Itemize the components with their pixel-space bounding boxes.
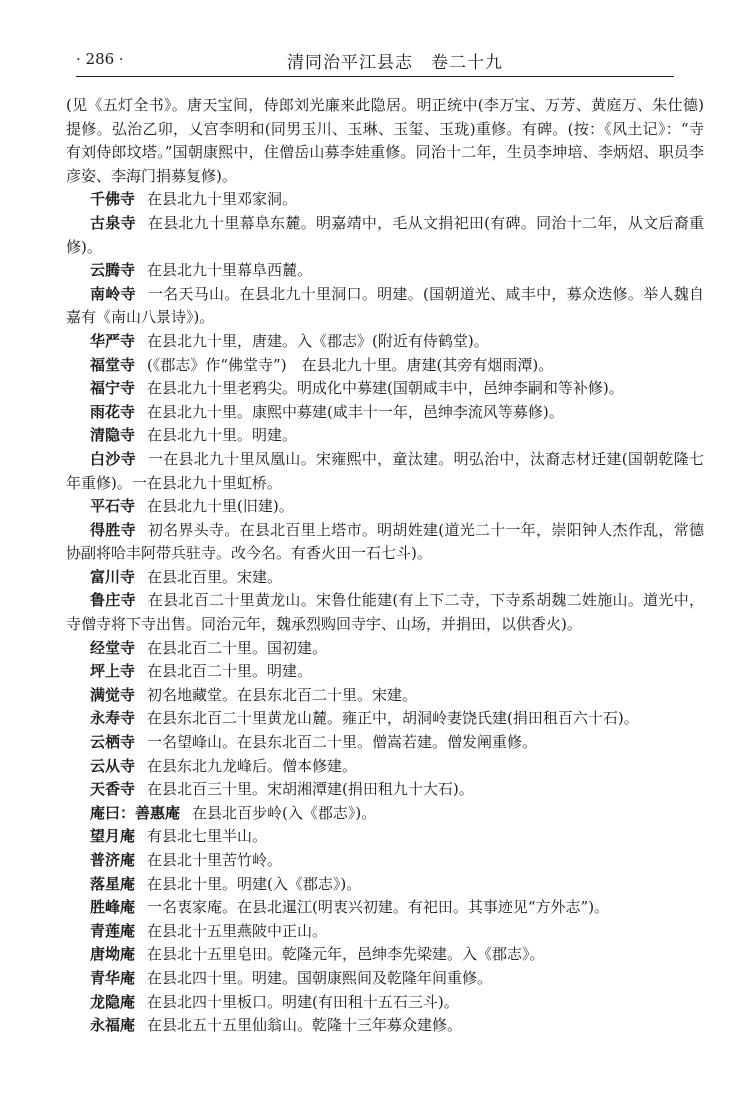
- temple-description: 在县东北九龙峰后。僧本修建。: [147, 756, 358, 775]
- temple-name: 庵曰：善惠庵: [90, 803, 181, 822]
- header-rule: [76, 76, 674, 77]
- temple-description: 在县北百二十里黄龙山。宋鲁仕能建(有上下二寺，下寺系胡魏二姓施山。道光中，寺僧寺将下寺出售。同治元年，魏承烈购回寺宇、山场，并捐田，以供香火)。: [66, 591, 704, 634]
- temple-description: 在县北九十里。明建。: [147, 426, 298, 445]
- temple-description: 在县北九十里。康熙中募建(咸丰十一年，邑绅李流风等募修)。: [147, 402, 564, 421]
- temple-description: 在县北九十里邓家洞。: [147, 190, 298, 209]
- temple-name: 落星庵: [90, 874, 136, 893]
- temple-entry: [66, 967, 704, 991]
- temple-entry: [66, 896, 704, 920]
- temple-name: 富川寺: [90, 567, 136, 586]
- temple-name: 云栖寺: [90, 733, 136, 752]
- temple-description: 在县北四十里板口。明建(有田租十五石三斗)。: [147, 992, 459, 1011]
- temple-entry: [66, 660, 704, 684]
- temple-entry: [66, 589, 704, 636]
- page-header: [76, 44, 674, 76]
- temple-description: 初名地藏堂。在县东北百二十里。宋建。: [147, 685, 418, 704]
- page-number: · 286 ·: [76, 50, 124, 68]
- temple-description: 在县北九十里幕阜东麓。明嘉靖中，毛从文捐祀田(有碑。同治十二年，从文后裔重修)。: [66, 213, 704, 256]
- temple-entry: [66, 212, 704, 259]
- temple-name: 坪上寺: [90, 662, 136, 681]
- temple-name: 唐坳庵: [90, 945, 136, 964]
- temple-entry: [66, 637, 704, 661]
- temple-description: 在县北百二十里。国初建。: [147, 638, 328, 657]
- temple-entry: [66, 920, 704, 944]
- temple-entry: [66, 943, 704, 967]
- temple-entry: [66, 731, 704, 755]
- temple-entry: [66, 707, 704, 731]
- temple-description: 在县东北百二十里黄龙山麓。雍正中，胡洞岭妻饶氏建(捐田租百六十石)。: [147, 709, 639, 728]
- temple-description: 在县北十里苦竹岭。: [147, 851, 283, 869]
- temple-entry: [66, 188, 704, 212]
- temple-description: 在县北五十五里仙翁山。乾隆十三年募众建修。: [147, 1016, 463, 1035]
- temple-name: 永寿寺: [90, 709, 136, 728]
- temple-entry: [66, 684, 704, 708]
- temple-list: [66, 188, 704, 1037]
- temple-name: 青莲庵: [90, 921, 136, 940]
- temple-description: 在县北百二十里。明建。: [147, 662, 313, 681]
- temple-entry: [66, 377, 704, 401]
- temple-name: 永福庵: [90, 1016, 136, 1035]
- temple-description: 在县北百三十里。宋胡湘潭建(捐田租九十大石)。: [147, 780, 474, 799]
- temple-description: 在县北十五里燕陂中正山。: [147, 921, 328, 940]
- temple-entry: [66, 424, 704, 448]
- temple-name: 满觉寺: [90, 685, 136, 704]
- temple-name: 古泉寺: [90, 213, 136, 232]
- temple-entry: [66, 283, 704, 330]
- temple-name: 青华庵: [90, 968, 136, 987]
- temple-entry: [66, 566, 704, 590]
- temple-description: 在县北九十里(旧建)。: [147, 497, 294, 516]
- temple-name: 华严寺: [90, 331, 136, 350]
- temple-description: 一名天马山。在县北九十里洞口。明建。(国朝道光、咸丰中，募众迭修。举人魏自嘉有《南山八景诗》)。: [66, 284, 704, 327]
- temple-name: 鲁庄寺: [90, 591, 136, 610]
- temple-entry: [66, 802, 704, 826]
- running-title: 清同治平江县志 卷二十九: [287, 53, 503, 73]
- temple-name: 清隐寺: [90, 426, 136, 445]
- temple-name: 福堂寺: [90, 355, 136, 374]
- body-text: [66, 94, 704, 1038]
- temple-name: 得胜寺: [90, 520, 136, 539]
- temple-entry: [66, 778, 704, 802]
- temple-name: 龙隐庵: [90, 992, 136, 1011]
- temple-description: 一在县北九十里凤凰山。宋雍熙中，童汰建。明弘治中，汰裔志材迁建(国朝乾隆七年重修)。一在县北九十里虹桥。: [66, 449, 704, 492]
- temple-entry: [66, 330, 704, 354]
- temple-name: 普济庵: [90, 851, 136, 869]
- temple-description: 在县北九十里，唐建。入《郡志》(附近有侍鹤堂)。: [147, 331, 489, 350]
- temple-entry: [66, 873, 704, 897]
- temple-description: 在县北百里。宋建。: [147, 567, 283, 586]
- temple-name: 平石寺: [90, 497, 136, 516]
- temple-name: 千佛寺: [90, 190, 136, 209]
- temple-description: 一名望峰山。在县东北百二十里。僧嵩若建。僧发阐重修。: [147, 733, 538, 752]
- temple-entry: [66, 495, 704, 519]
- temple-entry: [66, 259, 704, 283]
- temple-name: 天香寺: [90, 780, 136, 799]
- temple-name: 胜峰庵: [90, 898, 136, 917]
- intro-paragraph: (见《五灯全书》。唐天宝间，侍郎刘光廉来此隐居。明正统中(李万宝、万芳、黄庭万、朱仕德)提修。弘治乙卯，乂宫李明和(同男玉川、玉琳、玉玺、玉珑)重修。有碑。(按：《风土记》：“寺有刘侍郎坟塔。”国朝康熙中，住僧岳山募李娃重修。同治十二年，生员李坤培、李炳炤、职员李彦姿、李海门捐募复修)。: [66, 96, 704, 185]
- temple-entry: [66, 401, 704, 425]
- temple-description: 初名界头寺。在县北百里上塔市。明胡姓建(道光二十一年，崇阳钟人杰作乱，常德协副将哈丰阿带兵驻寺。改今名。有香火田一石七斗)。: [66, 520, 704, 563]
- temple-description: 在县北百步岭(入《郡志》)。: [192, 803, 377, 822]
- temple-description: 在县北四十里。明建。国朝康熙间及乾隆年间重修。: [147, 968, 493, 987]
- temple-description: 在县北十里。明建(入《郡志》)。: [147, 874, 362, 893]
- temple-name: 云腾寺: [90, 261, 136, 280]
- temple-name: 经堂寺: [90, 638, 136, 657]
- temple-name: 雨花寺: [90, 402, 136, 421]
- temple-description: 一名衷家庵。在县北暹江(明衷兴初建。有祀田。其事迹见“方外志”)。: [147, 898, 610, 917]
- temple-entry: [66, 849, 704, 873]
- temple-entry: [66, 448, 704, 495]
- temple-description: 在县北九十里幕阜西麓。: [147, 261, 313, 280]
- temple-name: 南岭寺: [90, 284, 136, 303]
- temple-entry: [66, 354, 704, 378]
- temple-entry: [66, 825, 704, 849]
- temple-name: 白沙寺: [90, 449, 136, 468]
- temple-description: 在县北九十里老鸦尖。明成化中募建(国朝咸丰中，邑绅李嗣和等补修)。: [147, 379, 624, 398]
- temple-description: (《郡志》作“佛堂寺”) 在县北九十里。唐建(其旁有烟雨潭)。: [147, 355, 554, 374]
- temple-name: 云从寺: [90, 756, 136, 775]
- temple-entry: [66, 755, 704, 779]
- temple-entry: [66, 519, 704, 566]
- temple-description: 在县北十五里皂田。乾隆元年，邑绅李先梁建。入《郡志》。: [147, 945, 545, 964]
- temple-name: 望月庵: [90, 827, 136, 846]
- temple-name: 福宁寺: [90, 379, 136, 398]
- temple-entry: [66, 1014, 704, 1038]
- temple-entry: [66, 991, 704, 1015]
- temple-description: 有县北七里半山。: [147, 827, 268, 846]
